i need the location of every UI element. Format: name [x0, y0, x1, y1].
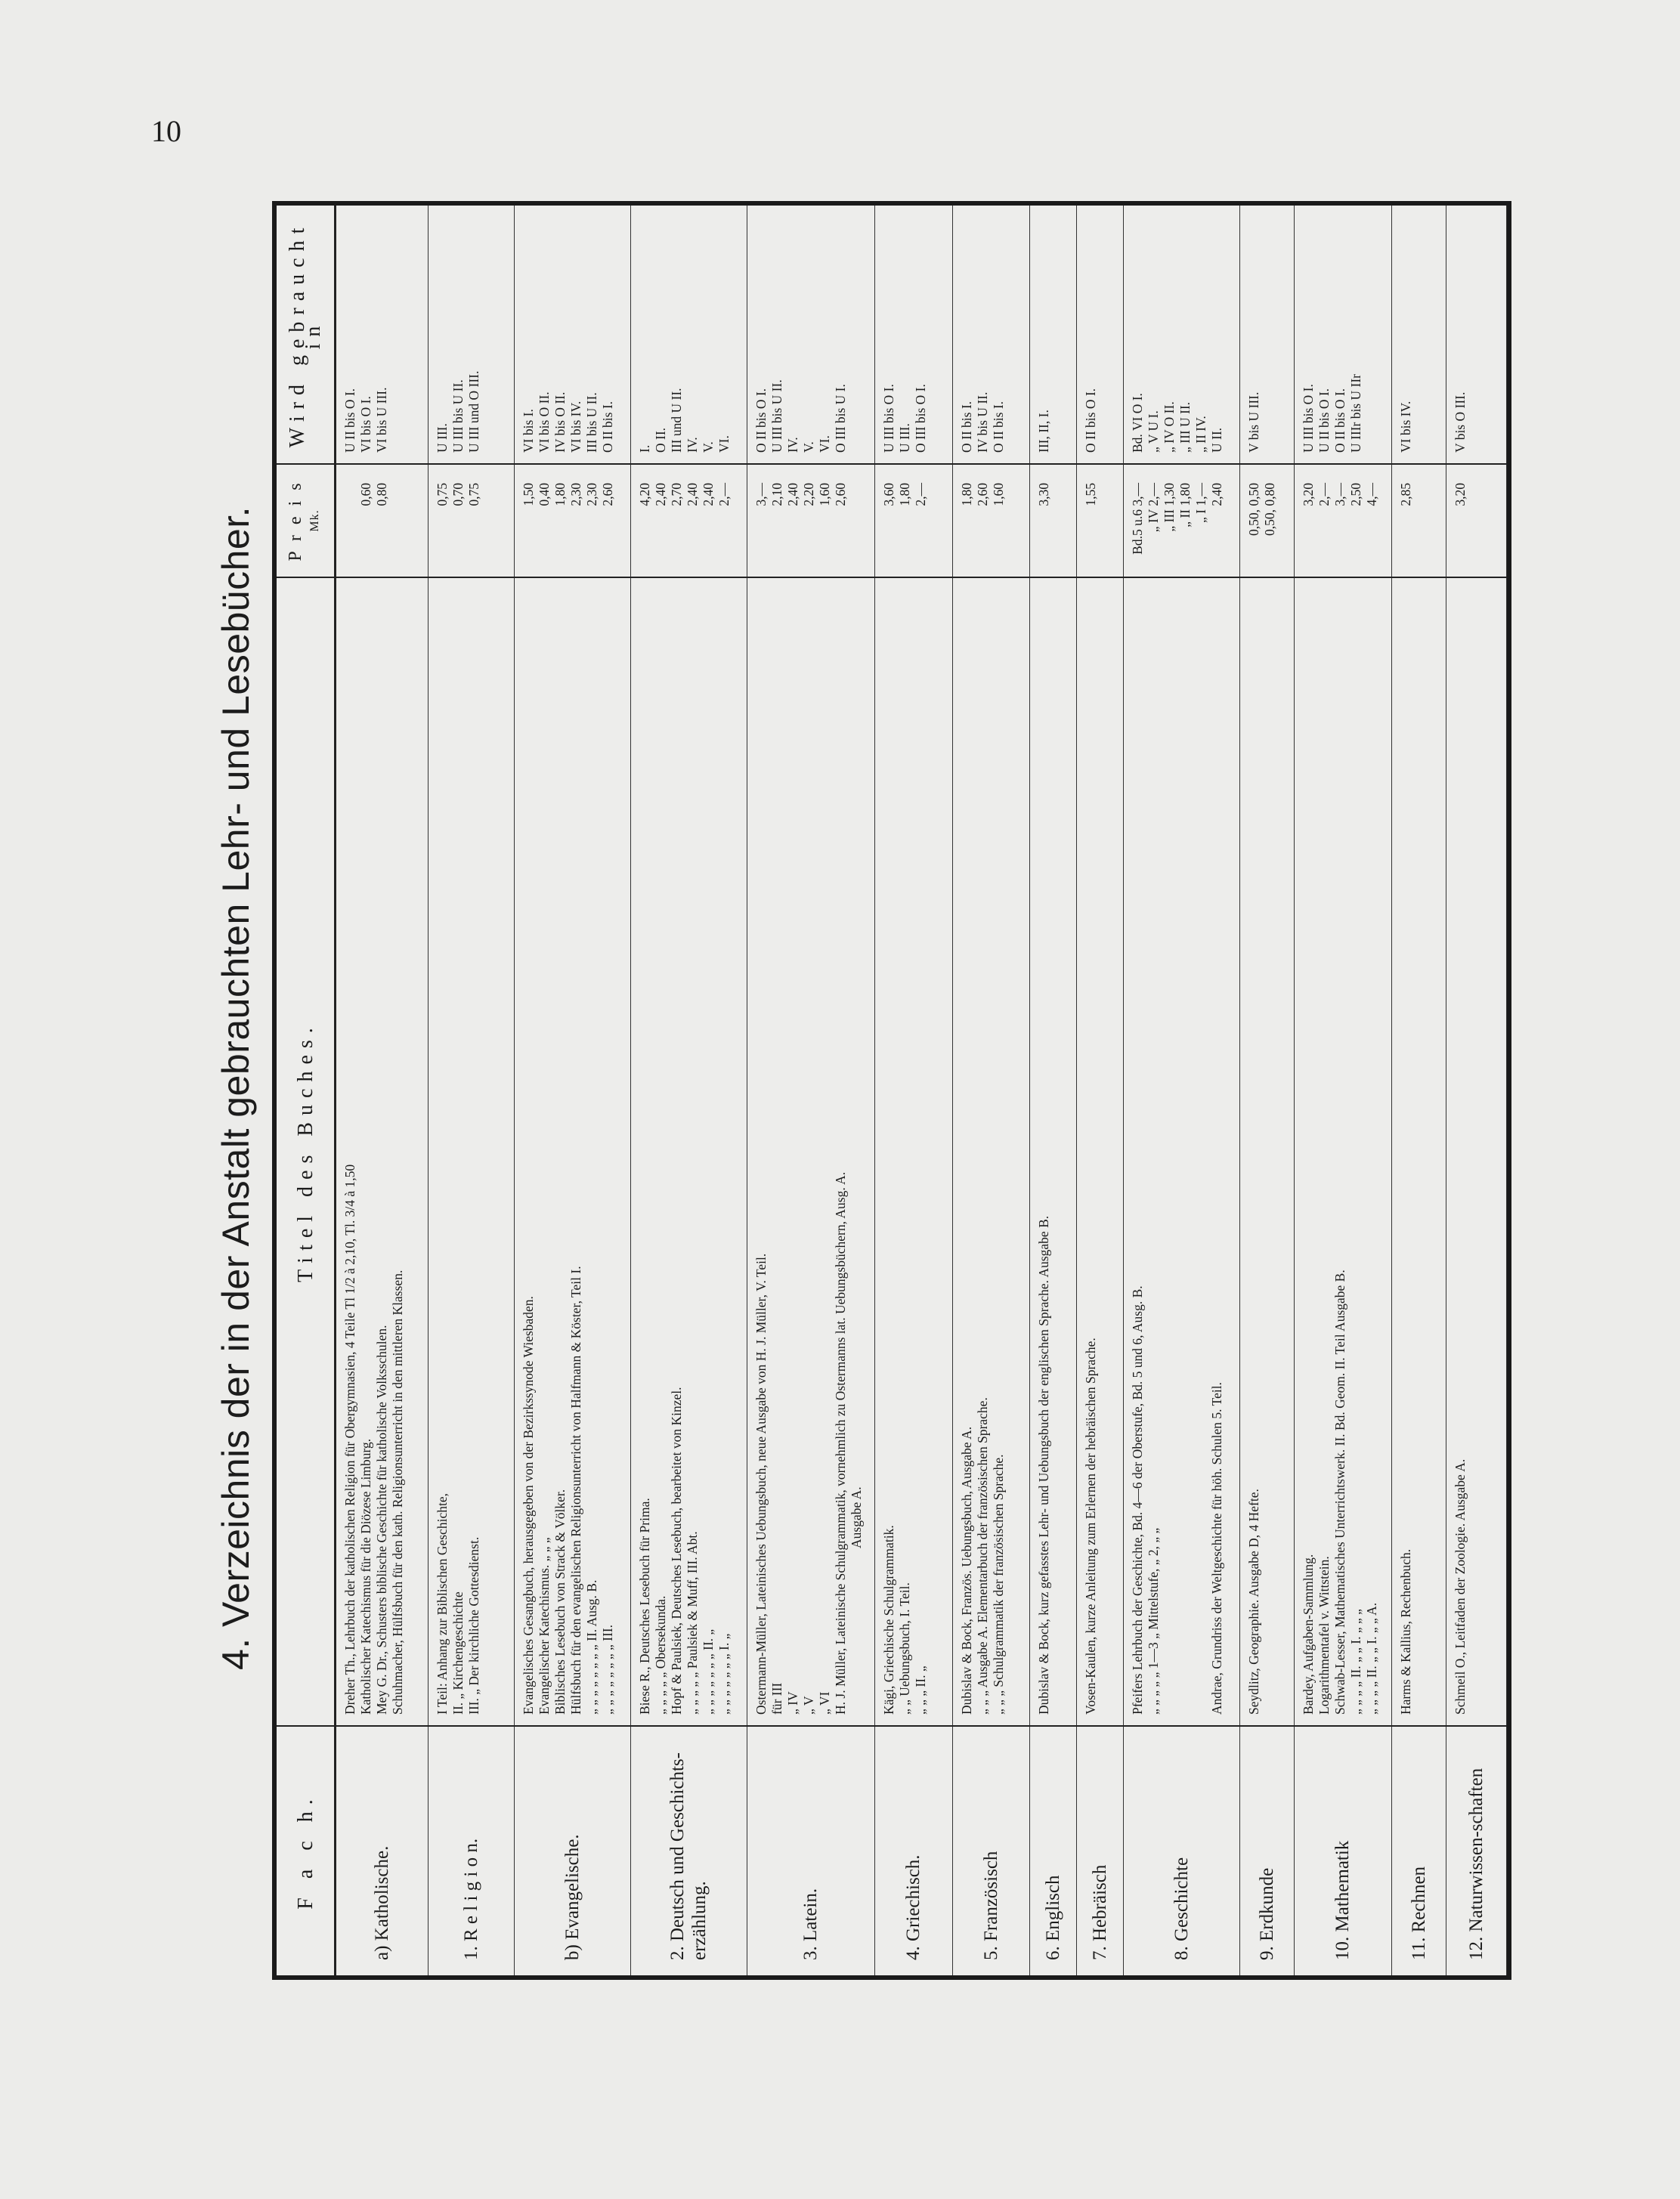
preis-line: 2,20: [801, 483, 817, 506]
preis-line: 2,40: [652, 483, 668, 506]
preis-line: 2,60: [974, 483, 990, 506]
wird-line: VI bis IV.: [1397, 401, 1413, 453]
wird-line: U III.: [435, 423, 450, 453]
titel-cell: [1391, 577, 1446, 1726]
preis-line: 1,50: [520, 483, 536, 506]
ausgabe-note: Ausgabe A.: [849, 1486, 865, 1548]
preis-line: [390, 483, 406, 566]
wird-cell: [630, 206, 747, 464]
preis-line: 2,50: [1348, 483, 1364, 506]
titel-line: Harms & Kallius, Rechenbuch.: [1397, 1548, 1413, 1715]
preis-line: 3,60: [880, 483, 896, 506]
table-body: [336, 206, 1507, 1975]
titel-line: „ „ „ „ „ „ „ „ III.: [599, 1625, 615, 1715]
preis-line: 4,—: [1364, 483, 1380, 506]
wird-line: „ V U I.: [1145, 410, 1161, 453]
preis-line: 3,20: [1301, 483, 1316, 506]
wird-line: V bis U III.: [1246, 391, 1262, 453]
fach-cell: 10. Mathematik: [1295, 1726, 1392, 1975]
fach-cell: 4. Griechisch.: [874, 1726, 952, 1975]
titel-line: „ „ „ „ „ „ „ „ II. Ausg. B.: [583, 1579, 599, 1715]
titel-line: Dubislav & Bock, kurz gefasstes Lehr- und Uebungsbuch der englischen Sprache. Ausgabe B.: [1036, 1215, 1052, 1715]
preis-line: 2,—: [912, 483, 928, 506]
wird-line: U IIIr bis U IIr: [1348, 374, 1364, 453]
wird-line: O II bis O I.: [1332, 388, 1348, 453]
wird-cell: [429, 206, 514, 464]
preis-line: 2,—: [1316, 483, 1332, 506]
preis-line: 3,—: [753, 483, 769, 506]
preis-cell: [630, 464, 747, 577]
wird-line: O II bis I.: [958, 401, 974, 453]
wird-line: VI.: [716, 435, 732, 453]
table-row: [1123, 206, 1239, 1975]
wird-line: III und U II.: [668, 388, 684, 453]
wird-line: U III und O III.: [466, 370, 482, 453]
titel-line: „ „ „ II. „: [912, 1665, 928, 1715]
titel-line: Vosen-Kaulen, kurze Anleitung zum Erlernen der hebräischen Sprache.: [1083, 1338, 1099, 1715]
preis-line: 0,50, 0,80: [1262, 483, 1278, 536]
wird-line: V.: [700, 441, 716, 453]
preis-cell: [1446, 464, 1506, 577]
titel-cell: [1240, 577, 1295, 1726]
column-header-preis: [277, 464, 336, 577]
titel-cell: [1123, 577, 1239, 1726]
table-row: [514, 206, 630, 1975]
table-row: [630, 206, 747, 1975]
preis-line: 0,80: [374, 483, 389, 506]
table-row: [1240, 206, 1295, 1975]
titel-line: „ „ „ „ II. „ „ I. „ „ A.: [1364, 1602, 1380, 1715]
wird-cell: [952, 206, 1030, 464]
wird-line: „ III U II.: [1177, 401, 1193, 453]
wird-line: „ IV O II.: [1161, 401, 1177, 453]
titel-line: „ „ „ „ „ „ „ I. „: [716, 1633, 732, 1715]
preis-line: 3,20: [1452, 483, 1468, 506]
titel-cell: [1030, 577, 1077, 1726]
fach-cell: 2. Deutsch und Geschichts-erzählung.: [630, 1726, 747, 1975]
preis-cell: [952, 464, 1030, 577]
preis-line: 2,70: [668, 483, 684, 506]
preis-line: „ III 1,30: [1161, 483, 1177, 532]
wird-line: O II bis O I.: [1083, 388, 1099, 453]
wird-line: VI bis I.: [520, 409, 536, 453]
preis-line: 1,80: [896, 483, 912, 506]
table-row: [1391, 206, 1446, 1975]
wird-cell: [874, 206, 952, 464]
titel-line: Biese R., Deutsches Lesebuch für Prima.: [636, 1498, 652, 1715]
preis-cell: [429, 464, 514, 577]
titel-cell: [1446, 577, 1506, 1726]
wird-line: U III bis O I.: [1301, 384, 1316, 453]
fach-cell: 8. Geschichte: [1123, 1726, 1239, 1975]
preis-line: 3,—: [1332, 483, 1348, 506]
preis-line: 2,40: [1208, 483, 1224, 506]
titel-cell: [1077, 577, 1124, 1726]
titel-line: [1162, 589, 1177, 1715]
titel-line: Mey G. Dr., Schusters biblische Geschichte für katholische Volksschulen.: [374, 1325, 389, 1715]
titel-cell: [630, 577, 747, 1726]
wird-line: V.: [801, 441, 817, 453]
fach-cell: 12. Naturwissen-schaften: [1446, 1726, 1506, 1975]
wird-line: U III bis U II.: [769, 379, 785, 453]
preis-line: „ IV 2,—: [1145, 483, 1161, 533]
titel-cell: [1295, 577, 1392, 1726]
rotated-table-block: [203, 196, 1518, 1980]
fach-cell: 3. Latein.: [747, 1726, 875, 1975]
table-frame: [272, 201, 1511, 1980]
preis-cell: [1391, 464, 1446, 577]
book-table: [277, 206, 1507, 1975]
wird-line: U III bis O I.: [880, 384, 896, 453]
wird-cell: [1295, 206, 1392, 464]
wird-cell: [1077, 206, 1124, 464]
titel-line: „ V: [801, 1696, 817, 1715]
preis-line: 0,70: [450, 483, 466, 506]
preis-line: 0,40: [536, 483, 552, 506]
wird-line: III, II, I.: [1036, 410, 1052, 453]
wird-line: VI bis O I.: [358, 396, 373, 453]
preis-line: 2,30: [568, 483, 583, 506]
preis-line: „ II 1,80: [1177, 483, 1193, 527]
wird-cell: [514, 206, 630, 464]
titel-line: [1193, 589, 1209, 1715]
wird-line: O III bis O I.: [912, 384, 928, 453]
fach-cell: 9. Erdkunde: [1240, 1726, 1295, 1975]
wird-cell: [1240, 206, 1295, 464]
preis-cell: [747, 464, 875, 577]
titel-line: „ IV: [785, 1691, 801, 1715]
table-row: [1446, 206, 1506, 1975]
titel-line: „ „ „ „ „ Obersekunda.: [652, 1595, 668, 1715]
column-header-titel: Titel des Buches.: [277, 577, 336, 1726]
fach-cell: a) Katholische.: [336, 1726, 429, 1975]
table-row: [952, 206, 1030, 1975]
preis-line: 2,60: [599, 483, 615, 506]
titel-line: Bardey, Aufgaben-Sammlung.: [1301, 1554, 1316, 1715]
wird-line: IV.: [785, 437, 801, 453]
titel-line: Hopf & Paulsiek, Deutsches Lesebuch, bearbeitet von Kinzel.: [668, 1387, 684, 1715]
preis-cell: [874, 464, 952, 577]
titel-line: Evangelisches Gesangbuch, herausgegeben von der Bezirkssynode Wiesbaden.: [520, 1296, 536, 1715]
titel-line: Dubislav & Bock, Französ. Uebungsbuch, Ausgabe A.: [958, 1426, 974, 1715]
preis-cell: [1077, 464, 1124, 577]
titel-line: Hülfsbuch für den evangelischen Religionsunterricht von Halfmann & Köster, Teil I.: [568, 1266, 583, 1715]
wird-line: VI bis IV.: [568, 401, 583, 453]
preis-line: 2,40: [700, 483, 716, 506]
table-row: [1077, 206, 1124, 1975]
wird-line: U II.: [1208, 427, 1224, 453]
table-header-row: [277, 206, 336, 1975]
preis-line: 0,75: [435, 483, 450, 506]
preis-line: „ I 1,—: [1193, 483, 1208, 523]
wird-line: VI.: [817, 435, 833, 453]
preis-line: Bd.5 u.6 3,—: [1129, 483, 1145, 555]
preis-line: 1,60: [990, 483, 1006, 506]
titel-line: „ „ „ „ „ „ „ II. „: [700, 1628, 716, 1715]
wird-line: O III bis U I.: [833, 384, 849, 453]
preis-line: 3,30: [1036, 483, 1052, 506]
titel-line: III. „ Der kirchliche Gottesdienst.: [466, 1536, 482, 1715]
preis-line: 1,55: [1083, 483, 1099, 506]
titel-line: „ „ „ „ II. „ „ I. „ „ „: [1348, 1609, 1364, 1715]
titel-cell: [874, 577, 952, 1726]
titel-line: „ „ „ Ausgabe A. Elementarbuch der französischen Sprache.: [974, 1397, 990, 1715]
preis-line: 2,60: [833, 483, 849, 506]
wird-line: V bis O III.: [1452, 391, 1468, 453]
titel-line: Schmeil O., Leitfaden der Zoologie. Ausgabe A.: [1452, 1458, 1468, 1715]
titel-line: H. J. Müller, Lateinische Schulgrammatik, vornehmlich zu Ostermanns lat. Uebungsbüchern, Ausg. A.: [833, 1171, 849, 1715]
preis-line: 1,80: [552, 483, 568, 506]
wird-line: „ II IV.: [1193, 416, 1208, 453]
titel-line: für III: [769, 1682, 785, 1715]
titel-line: Seydlitz, Geographie. Ausgabe D, 4 Hefte.: [1246, 1489, 1262, 1715]
titel-line: I Teil: Anhang zur Biblischen Geschichte,: [435, 1493, 450, 1715]
wird-line: Bd. VI O I.: [1129, 393, 1145, 453]
wird-line: U III bis U II.: [450, 379, 466, 453]
preis-line: 0,75: [466, 483, 482, 506]
table-row: [1295, 206, 1392, 1975]
fach-cell: 7. Hebräisch: [1077, 1726, 1124, 1975]
table-row: [874, 206, 952, 1975]
wird-cell: [1030, 206, 1077, 464]
wird-cell: [1446, 206, 1506, 464]
wird-line: U II bis O I.: [342, 388, 357, 453]
wird-line: IV bis O II.: [552, 391, 568, 453]
preis-cell: [1295, 464, 1392, 577]
titel-cell: [429, 577, 514, 1726]
wird-cell: [336, 206, 429, 464]
preis-line: 2,40: [684, 483, 700, 506]
wird-line: O II bis I.: [990, 401, 1006, 453]
titel-line: Pfeifers Lehrbuch der Geschichte, Bd. 4—6 der Oberstufe, Bd. 5 und 6, Ausg. B.: [1129, 1285, 1145, 1715]
fach-cell: 1. R e l i g i o n.: [429, 1726, 514, 1975]
wird-line: O II bis O I.: [753, 388, 769, 453]
preis-line: 2,30: [583, 483, 599, 506]
preis-line: 2,10: [769, 483, 785, 506]
titel-line: Evangelischer Katechismus. „ „ „: [536, 1537, 552, 1715]
titel-line: „ „ „ „ „ Paulsiek & Muff, III. Abt.: [684, 1531, 700, 1715]
table-heading: 4. Verzeichnis der in der Anstalt gebrauchten Lehr- und Lesebücher.: [215, 506, 257, 1671]
table-row: [429, 206, 514, 1975]
preis-line: 2,—: [716, 483, 732, 506]
preis-line: 1,60: [817, 483, 833, 506]
titel-line: Schuhmacher, Hülfsbuch für den kath. Religionsunterricht in den mittleren Klassen.: [390, 1270, 405, 1715]
wird-line: IV bis U II.: [974, 391, 990, 453]
wird-line: III bis U II.: [583, 392, 599, 453]
preis-line: 0,60: [358, 483, 373, 506]
wird-line: VI bis U III.: [374, 387, 389, 453]
wird-line: U II bis O I.: [1316, 388, 1332, 453]
titel-line: Ostermann-Müller, Lateinisches Uebungsbuch, neue Ausgabe von H. J. Müller, V. Teil.: [753, 1253, 769, 1715]
column-header-wird: Wird gebraucht in: [277, 206, 336, 464]
titel-cell: [514, 577, 630, 1726]
titel-line: „ „ „ „ „ 1—3 „ Mittelstufe, „ 2, „ „: [1145, 1527, 1161, 1715]
preis-line: 2,40: [785, 483, 801, 506]
fach-cell: 5. Französisch: [952, 1726, 1030, 1975]
column-header-fach: F a c h.: [277, 1726, 336, 1975]
titel-cell: [952, 577, 1030, 1726]
titel-line: „ VI: [817, 1691, 833, 1715]
fach-cell: b) Evangelische.: [514, 1726, 630, 1975]
titel-line: Logarithmentafel v. Wittstein.: [1316, 1556, 1332, 1715]
titel-line: Katholischer Katechismus für die Diözese Limburg.: [358, 1438, 373, 1715]
preis-cell: [1240, 464, 1295, 577]
wird-line: O II.: [652, 427, 668, 453]
preis-line: [342, 483, 358, 566]
fach-cell: 6. Englisch: [1030, 1726, 1077, 1975]
preis-line: 0,50, 0,50: [1246, 483, 1262, 536]
wird-line: [1364, 216, 1380, 453]
preis-line: 2,85: [1397, 483, 1413, 506]
titel-line: „ „ „ Schulgrammatik der französischen Sprache.: [990, 1454, 1006, 1715]
titel-line: Biblisches Lesebuch von Strack & Völker.: [552, 1489, 568, 1715]
wird-line: [390, 216, 406, 453]
titel-line: II. „ Kirchengeschichte: [450, 1591, 466, 1715]
table-row: [1030, 206, 1077, 1975]
preis-cell: [514, 464, 630, 577]
titel-line: [1177, 589, 1193, 1715]
wird-cell: [1123, 206, 1239, 464]
wird-line: U III.: [896, 423, 912, 453]
preis-unit: Mk.: [308, 509, 321, 532]
table-row: [747, 206, 875, 1975]
preis-cell: [1123, 464, 1239, 577]
page-number: 10: [151, 114, 181, 148]
titel-cell: [747, 577, 875, 1726]
wird-line: O II bis I.: [599, 401, 615, 453]
preis-line: 4,20: [636, 483, 652, 506]
preis-label: P r e i s: [286, 480, 305, 561]
preis-line: 1,80: [958, 483, 974, 506]
titel-line: „ „ Uebungsbuch, I. Teil.: [896, 1582, 912, 1715]
table-row: [336, 206, 429, 1975]
wird-line: VI bis O II.: [536, 391, 552, 453]
wird-cell: [1391, 206, 1446, 464]
titel-line: Schwab-Lesser, Mathematisches Unterrichtswerk. II. Bd. Geom. II. Teil Ausgabe B.: [1332, 1270, 1348, 1715]
titel-line: Kägi, Griechische Schulgrammatik.: [880, 1525, 896, 1715]
preis-cell: [336, 464, 429, 577]
titel-cell: [336, 577, 429, 1726]
wird-line: IV.: [684, 437, 700, 453]
wird-line: I.: [636, 444, 652, 453]
titel-line: Dreher Th., Lehrbuch der katholischen Religion für Obergymnasien, 4 Teile Tl 1/2 à 2,10, Tl. 3/4 à 1,50: [342, 1164, 357, 1715]
fach-cell: 11. Rechnen: [1391, 1726, 1446, 1975]
preis-cell: [1030, 464, 1077, 577]
wird-cell: [747, 206, 875, 464]
titel-line: Andrae, Grundriss der Weltgeschichte für höh. Schulen 5. Teil.: [1208, 1382, 1224, 1715]
